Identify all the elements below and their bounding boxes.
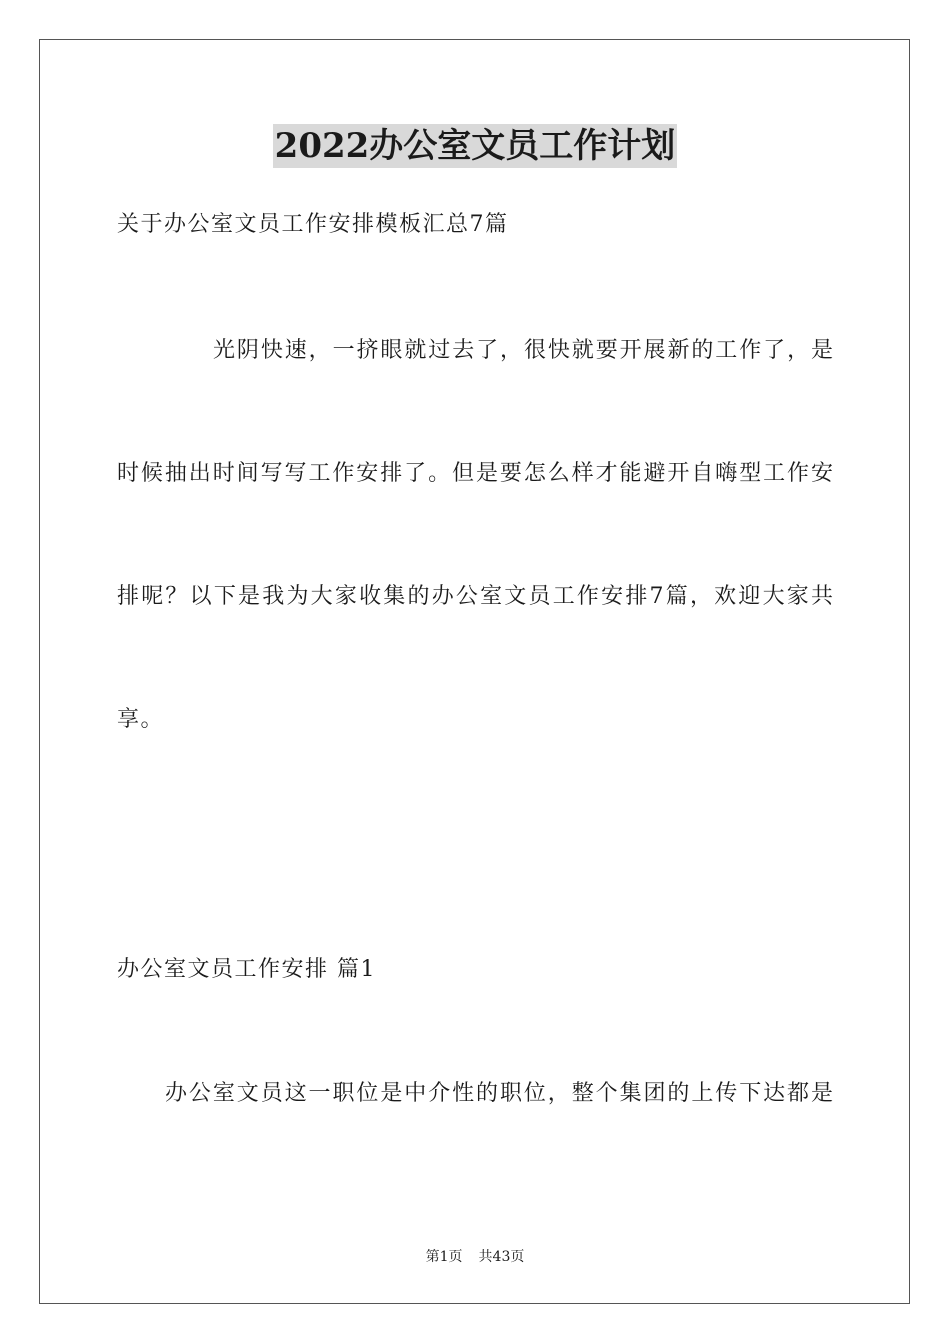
page-total: 共43页 bbox=[478, 1249, 525, 1265]
section-heading: 办公室文员工作安排 篇1 bbox=[117, 957, 376, 982]
intro-line: 光阴快速，一挤眼就过去了，很快就要开展新的工作了，是 bbox=[213, 338, 833, 363]
intro-line: 排呢？以下是我为大家收集的办公室文员工作安排7篇，欢迎大家共 bbox=[117, 584, 833, 609]
intro-line: 享。 bbox=[117, 707, 165, 732]
title-container bbox=[0, 124, 950, 168]
page-footer bbox=[0, 1248, 950, 1266]
document-title: 2022办公室文员工作计划 bbox=[274, 126, 676, 166]
page-number: 第1页 bbox=[425, 1249, 463, 1265]
document-subtitle: 关于办公室文员工作安排模板汇总7篇 bbox=[117, 212, 509, 237]
intro-line: 时候抽出时间写写工作安排了。但是要怎么样才能避开自嗨型工作安 bbox=[117, 461, 833, 486]
section-paragraph-line: 办公室文员这一职位是中介性的职位，整个集团的上传下达都是 bbox=[165, 1081, 833, 1106]
